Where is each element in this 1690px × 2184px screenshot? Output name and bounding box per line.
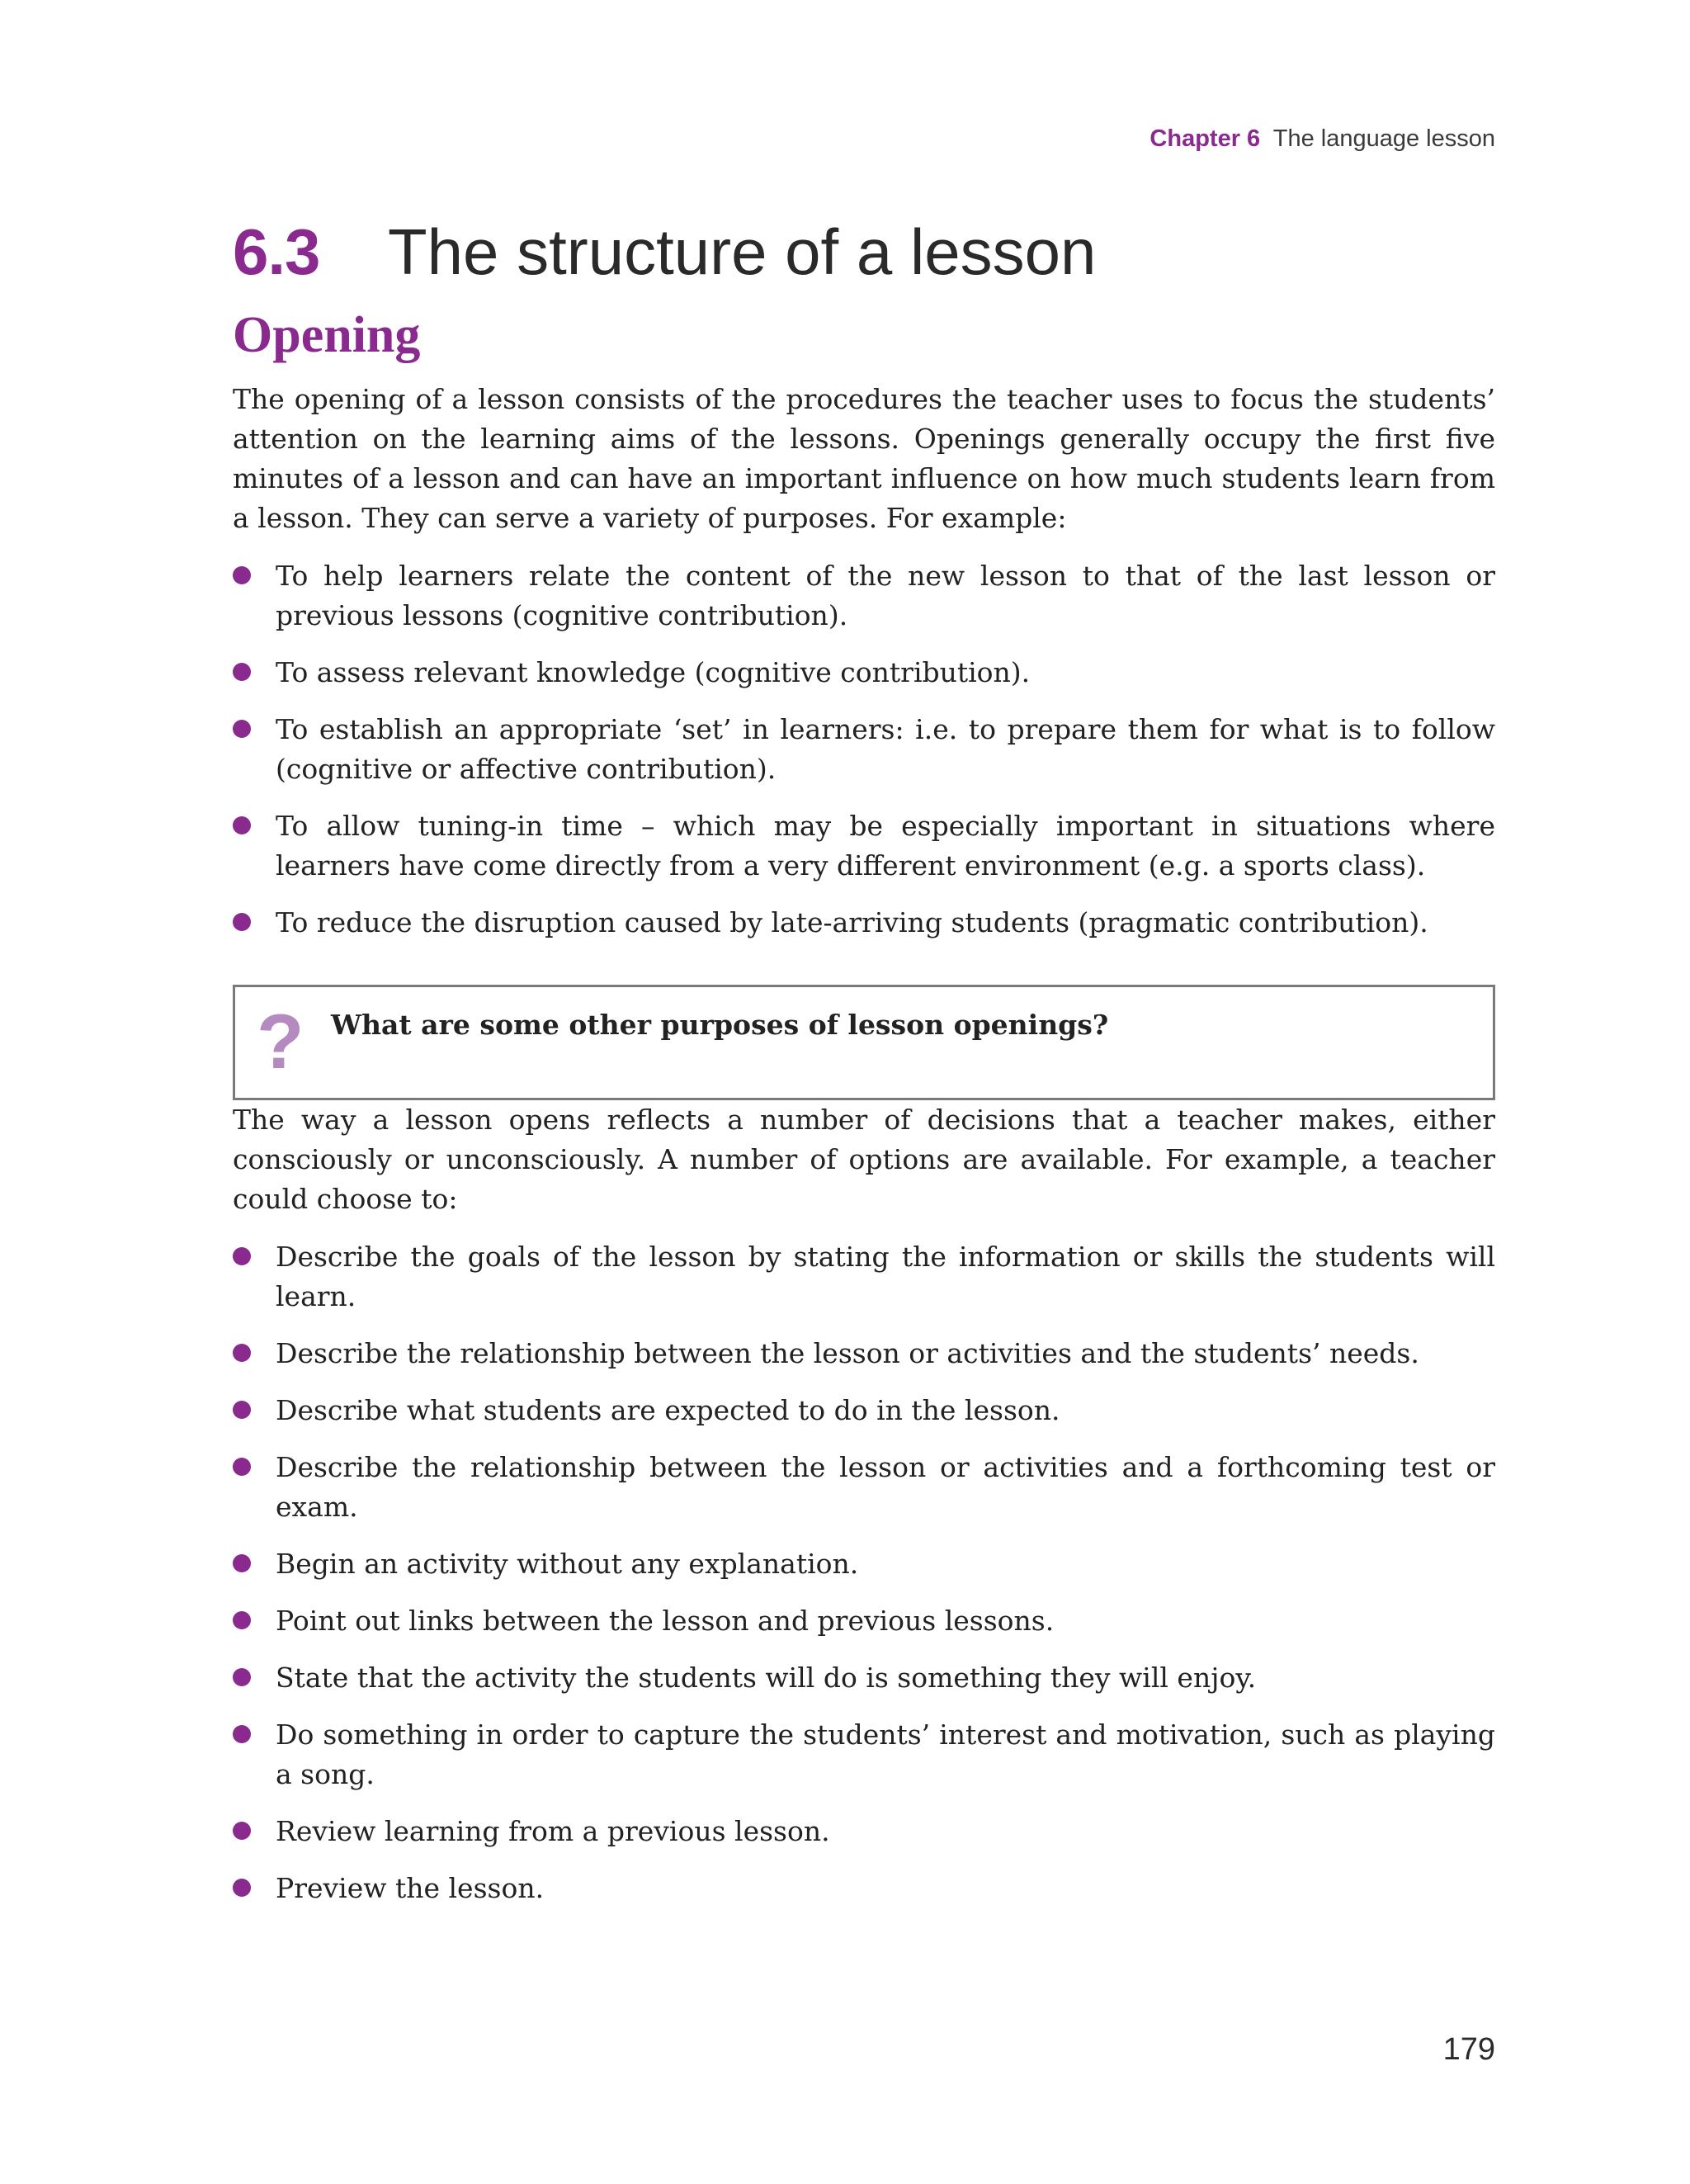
list-item (233, 556, 1495, 636)
list-item-text: Review learning from a previous lesson. (276, 1815, 830, 1847)
bullet-icon (233, 720, 251, 738)
bullet-icon (233, 1879, 251, 1897)
question-text: What are some other purposes of lesson openings? (331, 1009, 1109, 1041)
bullet-icon (233, 1725, 251, 1743)
list-item (233, 1448, 1495, 1527)
question-box (233, 985, 1495, 1100)
purposes-list (233, 556, 1495, 943)
bullet-icon (233, 1344, 251, 1362)
bullet-icon (233, 1611, 251, 1629)
list-item (233, 1812, 1495, 1851)
list-item (233, 1237, 1495, 1317)
list-item (233, 1391, 1495, 1430)
list-item-text: Describe the relationship between the lesson or activities and a forthcoming test or exam. (276, 1451, 1495, 1523)
page-number: 179 (1442, 2032, 1495, 2067)
list-item (233, 710, 1495, 789)
bullet-icon (233, 566, 251, 584)
bullet-icon (233, 816, 251, 834)
section-heading (233, 206, 1495, 297)
list-item-text: Describe the relationship between the lesson or activities and the students’ needs. (276, 1337, 1419, 1369)
bullet-icon (233, 1822, 251, 1840)
chapter-label: Chapter 6 (1149, 125, 1261, 152)
list-item (233, 653, 1495, 693)
chapter-title: The language lesson (1272, 125, 1495, 152)
list-item-text: To help learners relate the content of the new lesson to that of the last lesson or previous lessons (cognitive contribution). (276, 560, 1495, 631)
bullet-icon (233, 1401, 251, 1419)
options-paragraph: The way a lesson opens reflects a number of decisions that a teacher makes, either consciously or unconsciously. A number of options are available. For example, a teacher could choose to: (233, 1104, 1495, 1215)
list-item-text: To reduce the disruption caused by late-arriving students (pragmatic contribution). (276, 906, 1428, 938)
list-item (233, 1715, 1495, 1794)
list-item-text: Point out links between the lesson and previous lessons. (276, 1605, 1055, 1637)
question-mark-icon: ? (257, 998, 304, 1085)
bullet-icon (233, 913, 251, 931)
list-item (233, 1601, 1495, 1641)
list-item (233, 1658, 1495, 1698)
list-item-text: Preview the lesson. (276, 1872, 545, 1904)
list-item (233, 903, 1495, 943)
list-item (233, 806, 1495, 886)
list-item (233, 1869, 1495, 1908)
options-list (233, 1237, 1495, 1908)
list-item-text: To assess relevant knowledge (cognitive contribution). (276, 656, 1031, 688)
intro-paragraph: The opening of a lesson consists of the procedures the teacher uses to focus the students’ attention on the learning aims of the lessons. Openings generally occupy the first five minutes of a lesson and can have an important influence on how much students learn from a lesson. They can serve a variety of purposes. For example: (233, 383, 1495, 534)
list-item-text: To establish an appropriate ‘set’ in learners: i.e. to prepare them for what is to follow (cognitive or affective contribution). (276, 713, 1495, 785)
page-content (233, 206, 1495, 1926)
bullet-icon (233, 1554, 251, 1572)
list-item-text: Do something in order to capture the students’ interest and motivation, such as playing a song. (276, 1718, 1495, 1790)
list-item (233, 1544, 1495, 1584)
list-item-text: To allow tuning-in time – which may be especially important in situations where learners have come directly from a very different environment (e.g. a sports class). (276, 810, 1495, 882)
bullet-icon (233, 663, 251, 681)
list-item-text: Describe the goals of the lesson by stating the information or skills the students will learn. (276, 1241, 1495, 1312)
list-item-text: Describe what students are expected to do in the lesson. (276, 1394, 1060, 1426)
list-item (233, 1334, 1495, 1373)
list-item-text: Begin an activity without any explanation. (276, 1548, 859, 1580)
bullet-icon (233, 1247, 251, 1265)
list-item-text: State that the activity the students will do is something they will enjoy. (276, 1662, 1257, 1694)
bullet-icon (233, 1458, 251, 1476)
subsection-title: Opening (233, 307, 421, 363)
bullet-icon (233, 1668, 251, 1686)
section-title: The structure of a lesson (388, 215, 1097, 288)
running-head (1149, 125, 1495, 153)
section-number: 6.3 (233, 215, 320, 288)
